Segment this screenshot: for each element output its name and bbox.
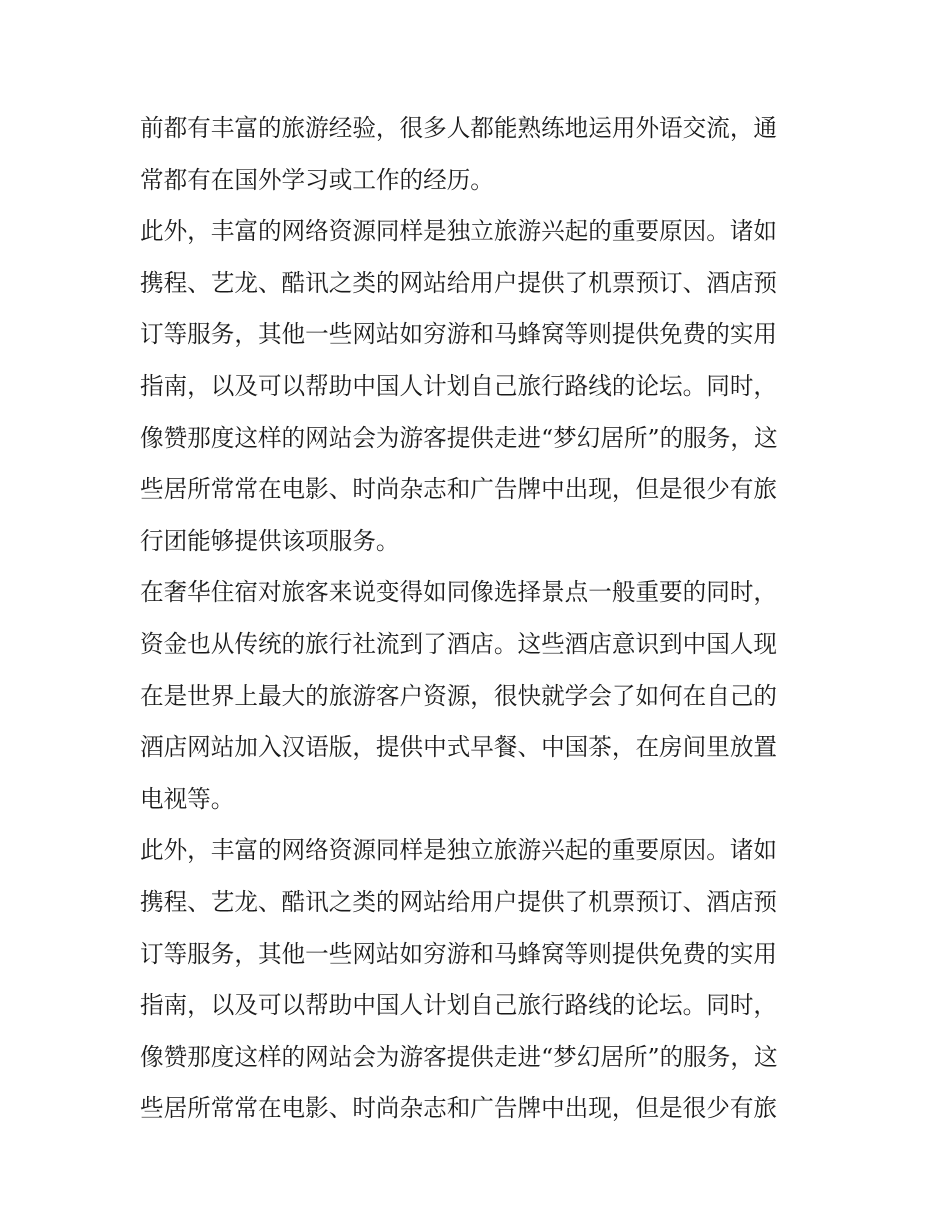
text-line: 携程、艺龙、酷讯之类的网站给用户提供了机票预订、酒店预 xyxy=(140,268,778,297)
text-line: 订等服务，其他一些网站如穷游和马蜂窝等则提供免费的实用 xyxy=(140,939,778,968)
text-line: 些居所常常在电影、时尚杂志和广告牌中出现，但是很少有旅 xyxy=(140,1094,778,1123)
text-line: 像赞那度这样的网站会为游客提供走进“梦幻居所”的服务，这 xyxy=(140,1042,778,1071)
text-line: 常都有在国外学习或工作的经历。 xyxy=(140,165,494,194)
text-line: 些居所常常在电影、时尚杂志和广告牌中出现，但是很少有旅 xyxy=(140,475,778,504)
text-line: 酒店网站加入汉语版，提供中式早餐、中国茶，在房间里放置 xyxy=(140,733,778,762)
text-line: 资金也从传统的旅行社流到了酒店。这些酒店意识到中国人现 xyxy=(140,629,778,658)
text-line: 行团能够提供该项服务。 xyxy=(140,526,400,555)
text-line: 订等服务，其他一些网站如穷游和马蜂窝等则提供免费的实用 xyxy=(140,320,778,349)
text-line: 指南，以及可以帮助中国人计划自己旅行路线的论坛。同时， xyxy=(140,991,778,1020)
text-line: 电视等。 xyxy=(140,784,235,813)
text-line: 前都有丰富的旅游经验，很多人都能熟练地运用外语交流，通 xyxy=(140,114,778,142)
document-body xyxy=(140,103,815,1135)
text-line: 指南，以及可以帮助中国人计划自己旅行路线的论坛。同时， xyxy=(140,371,778,400)
text-line: 像赞那度这样的网站会为游客提供走进“梦幻居所”的服务，这 xyxy=(140,423,778,452)
text-line: 此外，丰富的网络资源同样是独立旅游兴起的重要原因。诸如 xyxy=(140,836,778,865)
text-line: 携程、艺龙、酷讯之类的网站给用户提供了机票预订、酒店预 xyxy=(140,887,778,916)
text-line: 在是世界上最大的旅游客户资源，很快就学会了如何在自己的 xyxy=(140,681,778,710)
text-line: 在奢华住宿对旅客来说变得如同像选择景点一般重要的同时， xyxy=(140,578,778,607)
text-line: 此外，丰富的网络资源同样是独立旅游兴起的重要原因。诸如 xyxy=(140,217,778,246)
